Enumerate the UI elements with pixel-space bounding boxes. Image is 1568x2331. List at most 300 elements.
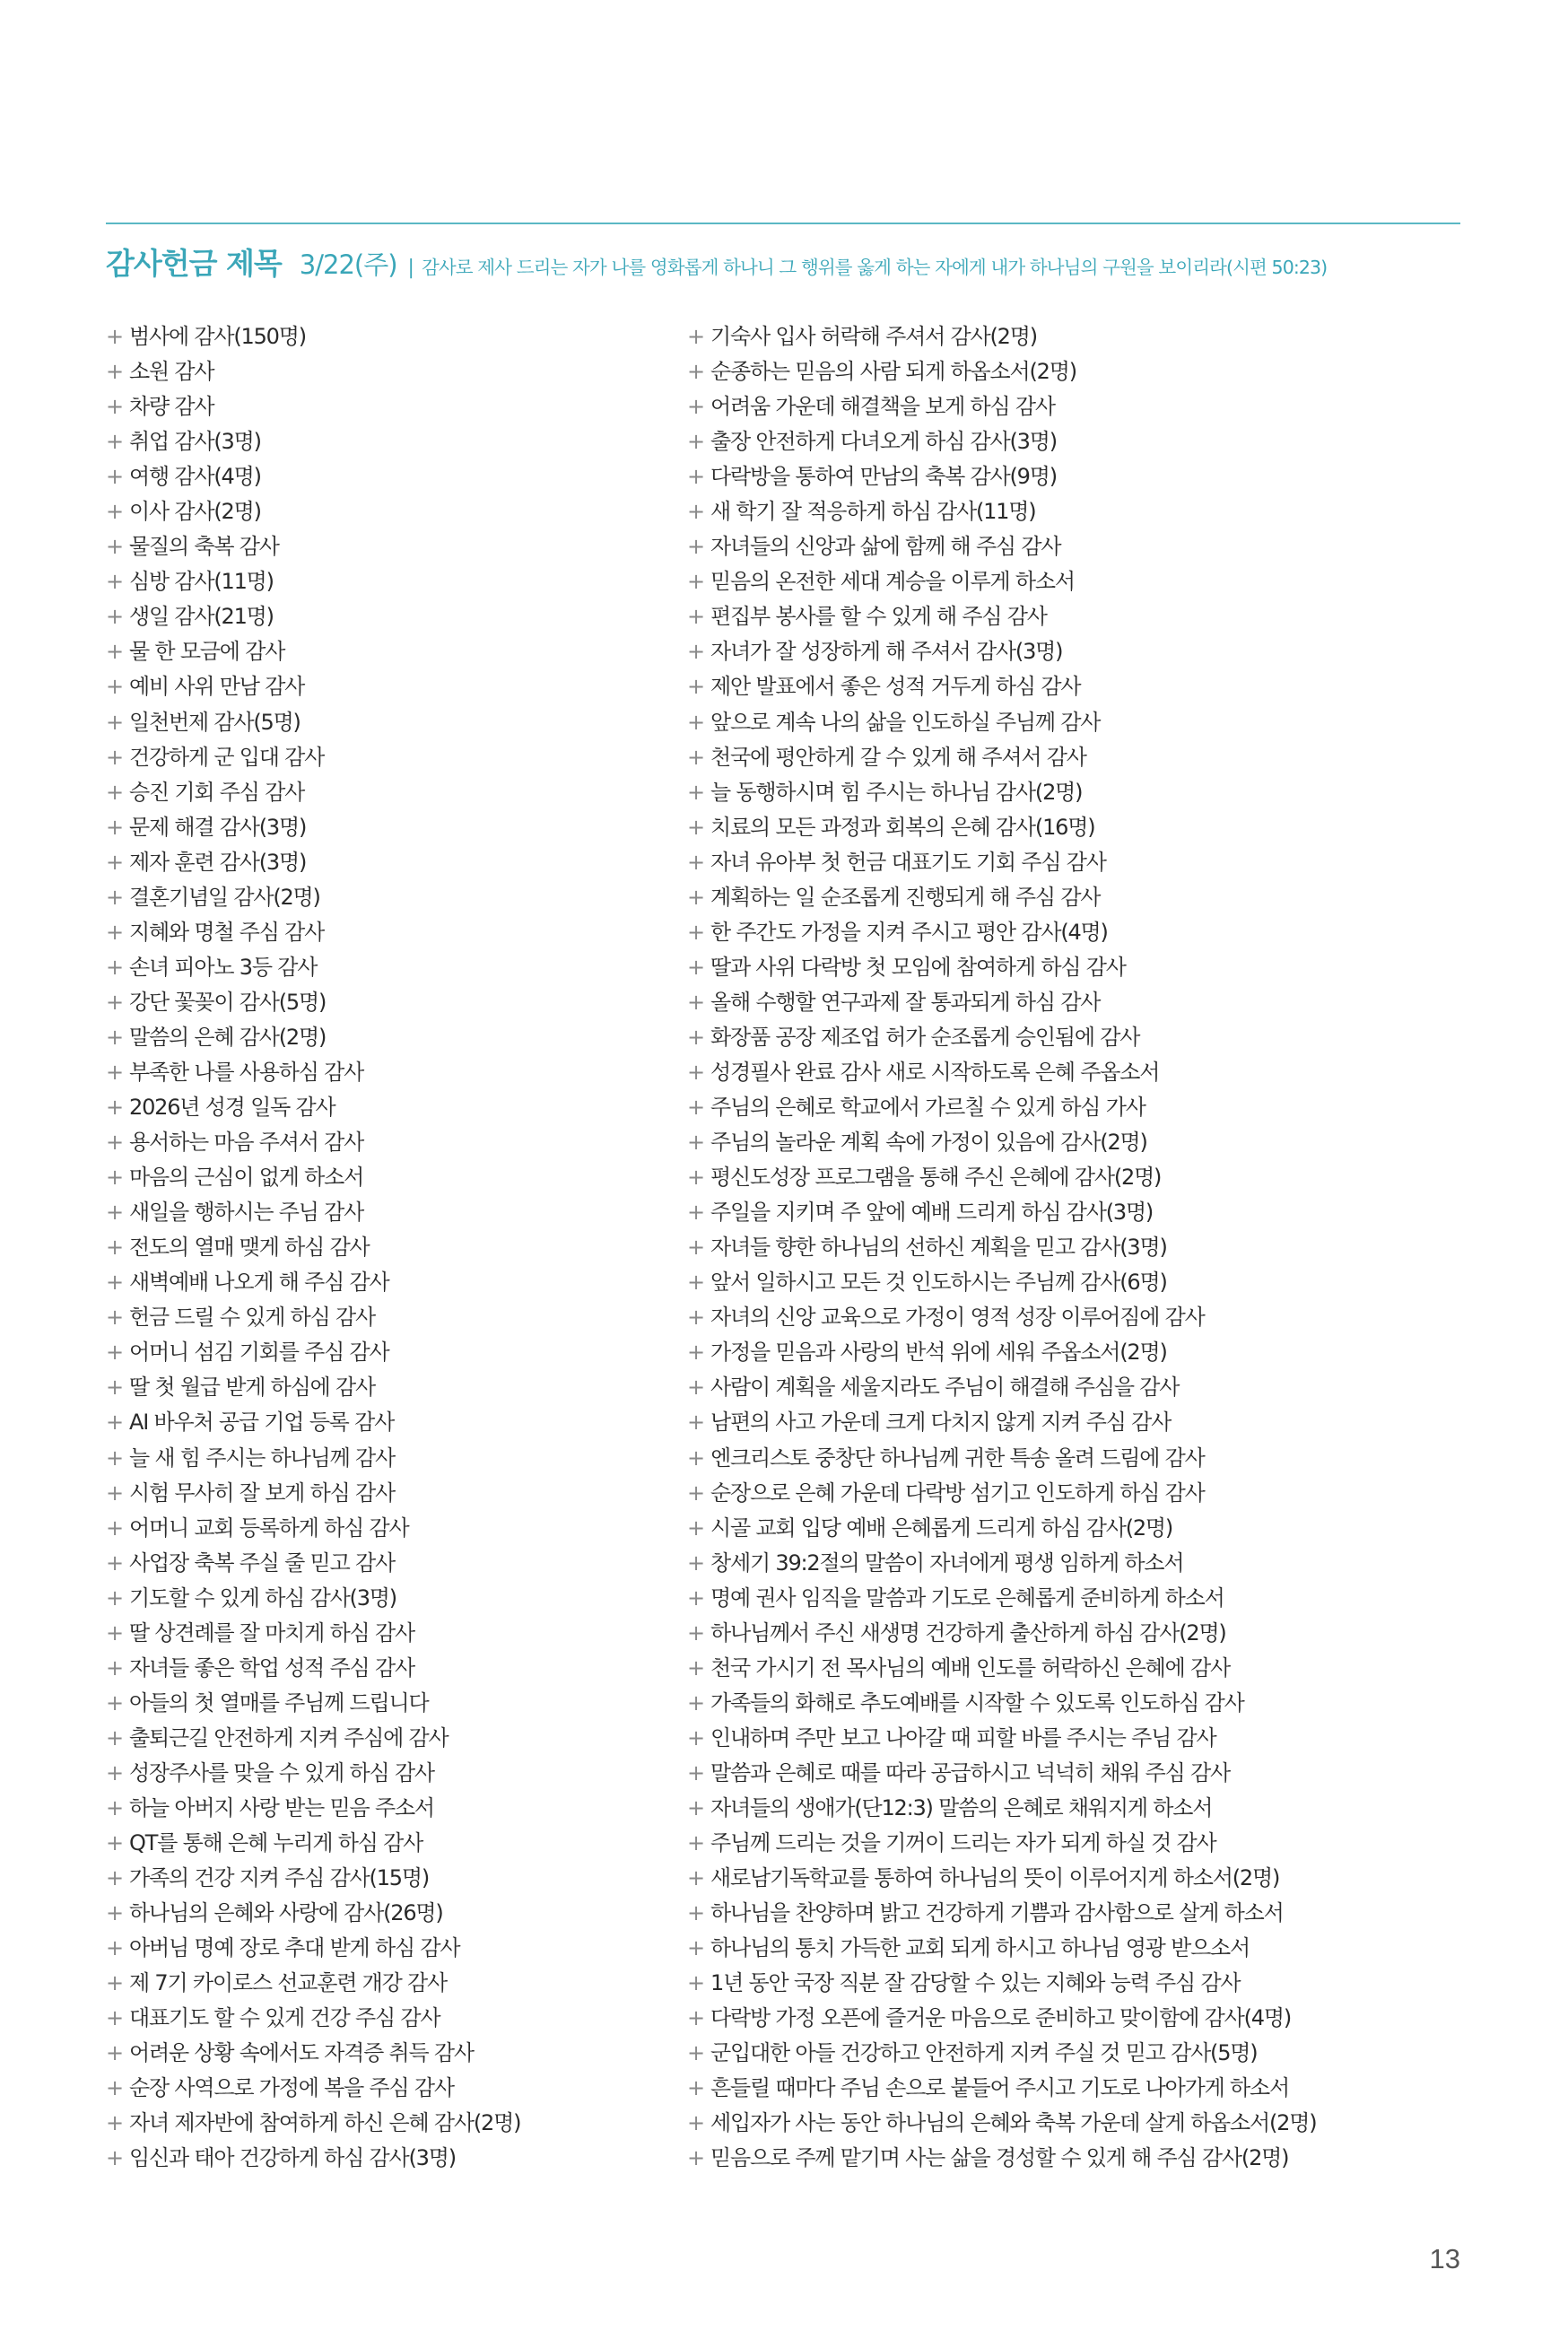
list-item-text: 하나님께서 주신 새생명 건강하게 출산하게 하심 감사(2명) [710, 1619, 1226, 1646]
plus-icon: + [687, 849, 704, 875]
list-item-text: 자녀 제자반에 참여하게 하신 은혜 감사(2명) [129, 2110, 521, 2136]
list-item [687, 1861, 1477, 1896]
list-item-text: 늘 새 힘 주시는 하나님께 감사 [129, 1445, 395, 1471]
list-item-text: 가족들의 화해로 추도예배를 시작할 수 있도록 인도하심 감사 [710, 1689, 1244, 1716]
list-item [687, 740, 1477, 775]
heading-verse: 감사로 제사 드리는 자가 나를 영화롭게 하나니 그 행위를 옳게 하는 자에게 내가 하나님의 구원을 보이리라(시편 50:23) [421, 257, 1328, 278]
list-item-text: 출퇴근길 안전하게 지켜 주심에 감사 [129, 1724, 449, 1750]
list-item [106, 1020, 680, 1055]
list-item-text: 문제 해결 감사(3명) [129, 814, 307, 840]
plus-icon: + [106, 1970, 123, 1996]
plus-icon: + [106, 744, 123, 770]
list-item-text: 마음의 근심이 없게 하소서 [129, 1165, 364, 1191]
list-item [106, 1335, 680, 1370]
list-item [106, 1090, 680, 1125]
section-heading [106, 240, 1469, 294]
plus-icon: + [106, 604, 123, 630]
list-item [687, 1441, 1477, 1476]
plus-icon: + [106, 534, 123, 560]
plus-icon: + [106, 1340, 123, 1366]
list-item-text: 물질의 축복 감사 [129, 534, 279, 560]
list-item-text: 건강하게 군 입대 감사 [129, 744, 325, 770]
plus-icon: + [687, 1585, 704, 1611]
list-item [106, 985, 680, 1020]
plus-icon: + [106, 1305, 123, 1331]
plus-icon: + [687, 1200, 704, 1226]
plus-icon: + [106, 1935, 123, 1961]
plus-icon: + [106, 1865, 123, 1891]
plus-icon: + [687, 1515, 704, 1541]
list-item [687, 529, 1477, 564]
plus-icon: + [687, 1270, 704, 1296]
list-item-text: 강단 꽃꽂이 감사(5명) [129, 989, 327, 1015]
list-item-text: 물 한 모금에 감사 [129, 639, 285, 665]
list-item-text: 자녀가 잘 성장하게 해 주셔서 감사(3명) [710, 639, 1063, 665]
list-item [106, 1721, 680, 1756]
plus-icon: + [687, 1900, 704, 1926]
list-item [687, 1265, 1477, 1300]
list-item [687, 1686, 1477, 1721]
plus-icon: + [106, 1654, 123, 1681]
list-item [106, 1370, 680, 1405]
plus-icon: + [106, 1794, 123, 1820]
plus-icon: + [106, 1585, 123, 1611]
plus-icon: + [687, 954, 704, 980]
list-item-text: 출장 안전하게 다녀오게 하심 감사(3명) [710, 429, 1057, 455]
plus-icon: + [106, 1095, 123, 1121]
list-item-text: 시골 교회 입당 예배 은혜롭게 드리게 하심 감사(2명) [710, 1515, 1173, 1541]
list-item-text: 2026년 성경 일독 감사 [129, 1095, 335, 1121]
plus-icon: + [687, 1689, 704, 1716]
list-item [106, 915, 680, 950]
list-item-text: 앞으로 계속 나의 삶을 인도하실 주님께 감사 [710, 709, 1101, 735]
plus-icon: + [106, 1059, 123, 1085]
plus-icon: + [687, 324, 704, 349]
plus-icon: + [106, 814, 123, 840]
plus-icon: + [687, 1340, 704, 1366]
list-item-text: 순종하는 믿음의 사람 되게 하옵소서(2명) [710, 359, 1076, 385]
list-item [687, 1651, 1477, 1686]
plus-icon: + [687, 1024, 704, 1050]
plus-icon: + [687, 2075, 704, 2101]
plus-icon: + [687, 814, 704, 840]
page-number: 13 [1429, 2243, 1460, 2274]
plus-icon: + [106, 2145, 123, 2171]
list-item-text: 하늘 아버지 사랑 받는 믿음 주소서 [129, 1794, 434, 1820]
plus-icon: + [106, 1619, 123, 1646]
list-item [106, 2036, 680, 2071]
plus-icon: + [687, 429, 704, 455]
plus-icon: + [106, 394, 123, 420]
list-item [687, 1090, 1477, 1125]
heading-date: 3/22(주) [299, 249, 397, 280]
plus-icon: + [687, 1410, 704, 1436]
list-item-text: 엔크리스토 중창단 하나님께 귀한 특송 올려 드림에 감사 [710, 1445, 1205, 1471]
list-item [106, 494, 680, 529]
list-item [687, 1546, 1477, 1581]
list-item [106, 1300, 680, 1335]
plus-icon: + [106, 884, 123, 910]
list-item [106, 705, 680, 740]
list-item [106, 599, 680, 634]
plus-icon: + [106, 1550, 123, 1576]
plus-icon: + [106, 779, 123, 805]
list-item-text: QT를 통해 은혜 누리게 하심 감사 [129, 1830, 423, 1856]
list-item-text: 사업장 축복 주실 줄 믿고 감사 [129, 1550, 395, 1576]
list-item [687, 1055, 1477, 1090]
plus-icon: + [687, 2040, 704, 2066]
list-item-text: 딸 상견례를 잘 마치게 하심 감사 [129, 1619, 414, 1646]
list-item [106, 1160, 680, 1195]
list-item [687, 1335, 1477, 1370]
list-item-text: 가정을 믿음과 사랑의 반석 위에 세워 주옵소서(2명) [710, 1340, 1167, 1366]
list-item [687, 634, 1477, 669]
plus-icon: + [687, 1830, 704, 1856]
list-item-text: 결혼기념일 감사(2명) [129, 884, 320, 910]
plus-icon: + [687, 1865, 704, 1891]
list-item-text: 성경필사 완료 감사 새로 시작하도록 은혜 주옵소서 [710, 1059, 1160, 1085]
list-item-text: 말씀과 은혜로 때를 따라 공급하시고 넉넉히 채워 주심 감사 [710, 1759, 1231, 1785]
list-item-text: 주님의 은혜로 학교에서 가르칠 수 있게 하심 가사 [710, 1095, 1146, 1121]
list-item-text: 자녀들 향한 하나님의 선하신 계획을 믿고 감사(3명) [710, 1235, 1167, 1261]
list-item [106, 354, 680, 389]
list-item [106, 564, 680, 599]
plus-icon: + [687, 534, 704, 560]
list-item [106, 1441, 680, 1476]
list-item-text: 어머니 교회 등록하게 하심 감사 [129, 1515, 409, 1541]
plus-icon: + [106, 464, 123, 490]
list-item-text: 주님의 놀라운 계획 속에 가정이 있음에 감사(2명) [710, 1130, 1147, 1156]
plus-icon: + [687, 1724, 704, 1750]
list-item [687, 564, 1477, 599]
list-item [687, 1020, 1477, 1055]
list-item [687, 775, 1477, 810]
list-item-text: 남편의 사고 가운데 크게 다치지 않게 지켜 주심 감사 [710, 1410, 1172, 1436]
list-item [106, 1230, 680, 1265]
plus-icon: + [687, 1759, 704, 1785]
plus-icon: + [106, 1724, 123, 1750]
list-item-text: 사람이 계획을 세울지라도 주님이 해결해 주심을 감사 [710, 1375, 1180, 1401]
plus-icon: + [106, 1830, 123, 1856]
list-item-text: 임신과 태아 건강하게 하심 감사(3명) [129, 2145, 456, 2171]
plus-icon: + [106, 2005, 123, 2031]
list-item [106, 2001, 680, 2036]
plus-icon: + [687, 2005, 704, 2031]
plus-icon: + [106, 1165, 123, 1191]
plus-icon: + [106, 569, 123, 595]
list-item [687, 1791, 1477, 1826]
list-item [106, 1125, 680, 1160]
list-item-text: 이사 감사(2명) [129, 499, 261, 525]
plus-icon: + [687, 919, 704, 945]
list-item-text: 차량 감사 [129, 394, 214, 420]
list-item [687, 1966, 1477, 2001]
list-item [687, 2106, 1477, 2141]
list-item [687, 1230, 1477, 1265]
list-item [687, 319, 1477, 354]
list-item-text: 천국 가시기 전 목사님의 예배 인도를 허락하신 은혜에 감사 [710, 1654, 1231, 1681]
plus-icon: + [106, 849, 123, 875]
list-item [106, 669, 680, 704]
list-item-text: 아들의 첫 열매를 주님께 드립니다 [129, 1689, 429, 1716]
list-item [687, 915, 1477, 950]
list-item [687, 1721, 1477, 1756]
list-item-text: 승진 기회 주심 감사 [129, 779, 305, 805]
plus-icon: + [687, 499, 704, 525]
plus-icon: + [106, 1270, 123, 1296]
list-item-text: 천국에 평안하게 갈 수 있게 해 주셔서 감사 [710, 744, 1086, 770]
list-item [106, 1931, 680, 1966]
list-item [106, 880, 680, 915]
list-item-text: 기도할 수 있게 하심 감사(3명) [129, 1585, 396, 1611]
list-item [687, 2001, 1477, 2036]
plus-icon: + [687, 1970, 704, 1996]
list-item-text: 평신도성장 프로그램을 통해 주신 은혜에 감사(2명) [710, 1165, 1162, 1191]
plus-icon: + [106, 1445, 123, 1471]
list-item-text: 늘 동행하시며 힘 주시는 하나님 감사(2명) [710, 779, 1083, 805]
list-item [106, 1896, 680, 1931]
list-item-text: 말씀의 은혜 감사(2명) [129, 1024, 327, 1050]
list-item [106, 424, 680, 459]
list-item [106, 810, 680, 845]
list-item-text: 손녀 피아노 3등 감사 [129, 954, 318, 980]
plus-icon: + [687, 989, 704, 1015]
right-thanks-list [687, 319, 1477, 2176]
list-item-text: 제자 훈련 감사(3명) [129, 849, 307, 875]
top-divider [106, 223, 1460, 224]
plus-icon: + [687, 2110, 704, 2136]
list-item [106, 740, 680, 775]
list-item [106, 845, 680, 880]
list-item-text: 다락방 가정 오픈에 즐거운 마음으로 준비하고 맞이함에 감사(4명) [710, 2005, 1291, 2031]
list-item [106, 1686, 680, 1721]
list-item-text: 범사에 감사(150명) [129, 324, 306, 349]
plus-icon: + [106, 2110, 123, 2136]
list-item [687, 389, 1477, 424]
list-item [687, 1896, 1477, 1931]
plus-icon: + [106, 359, 123, 385]
list-item-text: 치료의 모든 과정과 회복의 은혜 감사(16명) [710, 814, 1095, 840]
plus-icon: + [106, 709, 123, 735]
plus-icon: + [687, 674, 704, 700]
list-item-text: 제안 발표에서 좋은 성적 거두게 하심 감사 [710, 674, 1081, 700]
list-item [106, 1791, 680, 1826]
plus-icon: + [687, 1305, 704, 1331]
list-item-text: 하나님의 통치 가득한 교회 되게 하시고 하나님 영광 받으소서 [710, 1935, 1250, 1961]
list-item-text: 새로남기독학교를 통하여 하나님의 뜻이 이루어지게 하소서(2명) [710, 1865, 1280, 1891]
plus-icon: + [687, 1375, 704, 1401]
plus-icon: + [106, 919, 123, 945]
list-item-text: 창세기 39:2절의 말씀이 자녀에게 평생 임하게 하소서 [710, 1550, 1184, 1576]
plus-icon: + [106, 1759, 123, 1785]
plus-icon: + [687, 1480, 704, 1506]
plus-icon: + [106, 1375, 123, 1401]
list-item [106, 1616, 680, 1651]
plus-icon: + [687, 779, 704, 805]
list-item [106, 1651, 680, 1686]
list-item-text: 생일 감사(21명) [129, 604, 274, 630]
list-item-text: 주일을 지키며 주 앞에 예배 드리게 하심 감사(3명) [710, 1200, 1154, 1226]
list-item-text: 어려움 가운데 해결책을 보게 하심 감사 [710, 394, 1055, 420]
plus-icon: + [106, 1515, 123, 1541]
list-item-text: 흔들릴 때마다 주님 손으로 붙들어 주시고 기도로 나아가게 하소서 [710, 2075, 1289, 2101]
list-item-text: 딸 첫 월급 받게 하심에 감사 [129, 1375, 375, 1401]
list-item [687, 1826, 1477, 1861]
list-item [106, 2071, 680, 2106]
plus-icon: + [687, 2145, 704, 2171]
list-item-text: 앞서 일하시고 모든 것 인도하시는 주님께 감사(6명) [710, 1270, 1167, 1296]
list-item-text: 예비 사위 만남 감사 [129, 674, 305, 700]
plus-icon: + [687, 1235, 704, 1261]
plus-icon: + [687, 709, 704, 735]
plus-icon: + [687, 1550, 704, 1576]
list-item [687, 1370, 1477, 1405]
list-item [687, 1160, 1477, 1195]
list-item-text: 새벽예배 나오게 해 주심 감사 [129, 1270, 389, 1296]
list-item [687, 705, 1477, 740]
list-item [687, 810, 1477, 845]
plus-icon: + [687, 744, 704, 770]
list-item-text: 어려운 상황 속에서도 자격증 취득 감사 [129, 2040, 474, 2066]
list-item [106, 1546, 680, 1581]
plus-icon: + [687, 604, 704, 630]
list-item-text: 순장 사역으로 가정에 복을 주심 감사 [129, 2075, 454, 2101]
plus-icon: + [106, 674, 123, 700]
plus-icon: + [687, 1619, 704, 1646]
list-item-text: 자녀 유아부 첫 헌금 대표기도 기회 주심 감사 [710, 849, 1106, 875]
plus-icon: + [687, 1095, 704, 1121]
list-item-text: 편집부 봉사를 할 수 있게 해 주심 감사 [710, 604, 1047, 630]
plus-icon: + [687, 394, 704, 420]
list-item-text: 주님께 드리는 것을 기꺼이 드리는 자가 되게 하실 것 감사 [710, 1830, 1216, 1856]
plus-icon: + [687, 1935, 704, 1961]
plus-icon: + [106, 1235, 123, 1261]
list-item [687, 1405, 1477, 1440]
list-item [106, 319, 680, 354]
list-item [687, 459, 1477, 494]
list-item-text: 순장으로 은혜 가운데 다락방 섬기고 인도하게 하심 감사 [710, 1480, 1205, 1506]
list-item [687, 1300, 1477, 1335]
list-item [106, 1966, 680, 2001]
plus-icon: + [687, 639, 704, 665]
list-item-text: 일천번제 감사(5명) [129, 709, 301, 735]
list-item [106, 1756, 680, 1791]
plus-icon: + [687, 1130, 704, 1156]
plus-icon: + [687, 569, 704, 595]
list-item [687, 1511, 1477, 1546]
plus-icon: + [106, 2040, 123, 2066]
plus-icon: + [106, 989, 123, 1015]
list-item-text: 계획하는 일 순조롭게 진행되게 해 주심 감사 [710, 884, 1101, 910]
list-item-text: 자녀들의 생애가(단12:3) 말씀의 은혜로 채워지게 하소서 [710, 1794, 1213, 1820]
list-item-text: 전도의 열매 맺게 하심 감사 [129, 1235, 370, 1261]
plus-icon: + [687, 1059, 704, 1085]
list-item [106, 775, 680, 810]
list-item-text: 화장품 공장 제조업 허가 순조롭게 승인됨에 감사 [710, 1024, 1140, 1050]
list-item-text: 새 학기 잘 적응하게 하심 감사(11명) [710, 499, 1036, 525]
list-item-text: 지혜와 명철 주심 감사 [129, 919, 325, 945]
list-item [687, 1125, 1477, 1160]
list-item [687, 950, 1477, 985]
plus-icon: + [106, 1200, 123, 1226]
list-item-text: 제 7기 카이로스 선교훈련 개강 감사 [129, 1970, 447, 1996]
list-item [687, 599, 1477, 634]
list-item-text: 아버님 명예 장로 추대 받게 하심 감사 [129, 1935, 460, 1961]
list-item-text: 시험 무사히 잘 보게 하심 감사 [129, 1480, 395, 1506]
list-item-text: 딸과 사위 다락방 첫 모임에 참여하게 하심 감사 [710, 954, 1126, 980]
plus-icon: + [106, 324, 123, 349]
list-item [106, 2141, 680, 2176]
list-item [106, 950, 680, 985]
list-item-text: 인내하며 주만 보고 나아갈 때 피할 바를 주시는 주님 감사 [710, 1724, 1216, 1750]
list-item-text: 하나님의 은혜와 사랑에 감사(26명) [129, 1900, 443, 1926]
list-item-text: 헌금 드릴 수 있게 하심 감사 [129, 1305, 375, 1331]
list-item [106, 1055, 680, 1090]
list-item-text: 한 주간도 가정을 지켜 주시고 평안 감사(4명) [710, 919, 1108, 945]
list-item [687, 2141, 1477, 2176]
list-item [687, 2036, 1477, 2071]
list-item [106, 529, 680, 564]
list-item-text: 믿음의 온전한 세대 계승을 이루게 하소서 [710, 569, 1075, 595]
list-item [687, 494, 1477, 529]
plus-icon: + [106, 1024, 123, 1050]
list-item [106, 1405, 680, 1440]
plus-icon: + [687, 464, 704, 490]
plus-icon: + [106, 1900, 123, 1926]
plus-icon: + [687, 1445, 704, 1471]
plus-icon: + [106, 499, 123, 525]
plus-icon: + [106, 429, 123, 455]
list-item [687, 985, 1477, 1020]
list-item [687, 1616, 1477, 1651]
left-thanks-list [106, 319, 680, 2176]
list-item-text: 용서하는 마음 주셔서 감사 [129, 1130, 364, 1156]
list-item-text: 다락방을 통하여 만남의 축복 감사(9명) [710, 464, 1057, 490]
list-item [687, 2071, 1477, 2106]
list-item-text: 자녀의 신앙 교육으로 가정이 영적 성장 이루어짐에 감사 [710, 1305, 1205, 1331]
list-item-text: 명예 권사 임직을 말씀과 기도로 은혜롭게 준비하게 하소서 [710, 1585, 1224, 1611]
plus-icon: + [687, 1165, 704, 1191]
plus-icon: + [106, 2075, 123, 2101]
list-item [106, 1826, 680, 1861]
list-item [106, 2106, 680, 2141]
list-item-text: 자녀들의 신앙과 삶에 함께 해 주심 감사 [710, 534, 1061, 560]
plus-icon: + [687, 1654, 704, 1681]
plus-icon: + [106, 1689, 123, 1716]
list-item-text: 하나님을 찬양하며 밝고 건강하게 기쁨과 감사함으로 살게 하소서 [710, 1900, 1284, 1926]
list-item-text: 심방 감사(11명) [129, 569, 274, 595]
list-item [106, 1861, 680, 1896]
list-item-text: 가족의 건강 지켜 주심 감사(15명) [129, 1865, 429, 1891]
heading-separator: | [407, 257, 414, 279]
list-item [687, 354, 1477, 389]
list-item [687, 1581, 1477, 1616]
list-item [106, 634, 680, 669]
list-item [106, 389, 680, 424]
list-item-text: 군입대한 아들 건강하고 안전하게 지켜 주실 것 믿고 감사(5명) [710, 2040, 1258, 2066]
list-item [106, 1195, 680, 1230]
list-item-text: AI 바우처 공급 기업 등록 감사 [129, 1410, 395, 1436]
list-item [687, 880, 1477, 915]
list-item-text: 기숙사 입사 허락해 주셔서 감사(2명) [710, 324, 1037, 349]
list-item [106, 1265, 680, 1300]
list-item [687, 1756, 1477, 1791]
list-item [687, 1195, 1477, 1230]
plus-icon: + [106, 639, 123, 665]
list-item-text: 취업 감사(3명) [129, 429, 261, 455]
list-item-text: 세입자가 사는 동안 하나님의 은혜와 축복 가운데 살게 하옵소서(2명) [710, 2110, 1317, 2136]
list-item [687, 1931, 1477, 1966]
